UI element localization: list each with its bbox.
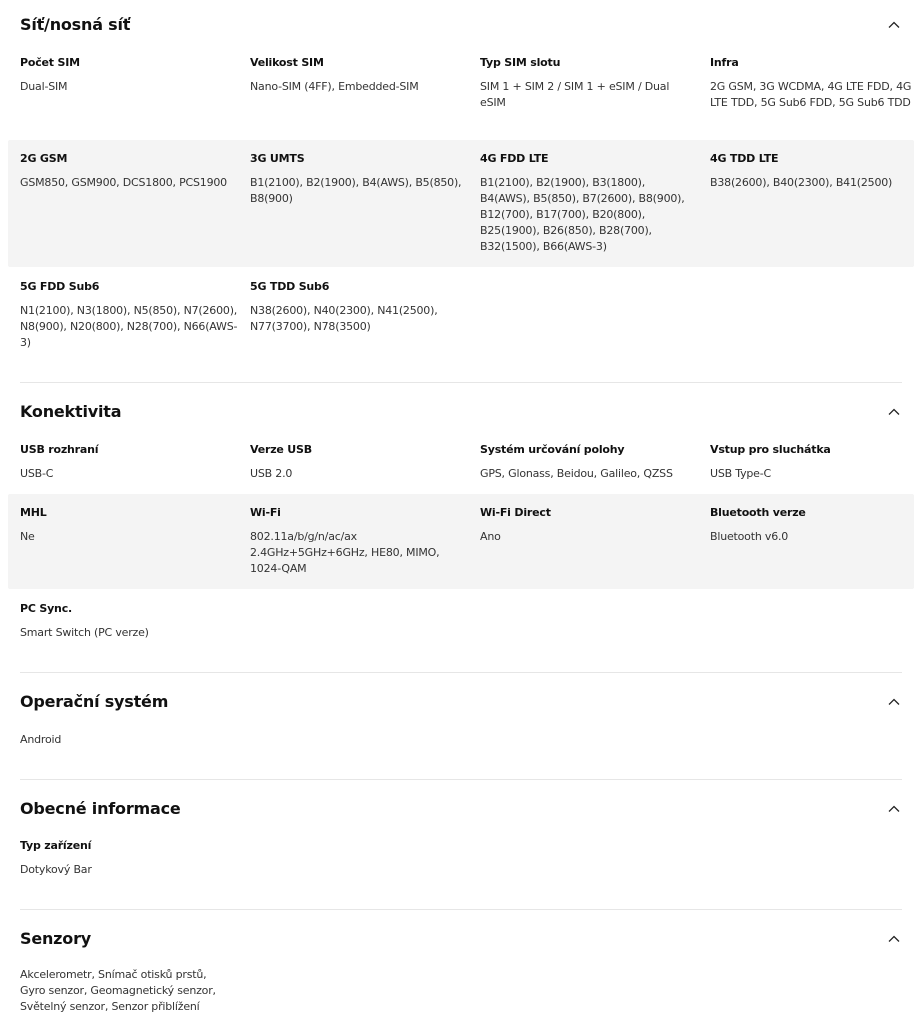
spec-label: USB rozhraní (20, 443, 99, 456)
spec-value: Ano (480, 530, 501, 543)
spec-item (480, 506, 698, 545)
section-title-sensors: Senzory (20, 929, 91, 948)
spec-item (480, 152, 698, 255)
spec-label: 5G FDD Sub6 (20, 280, 100, 293)
spec-label: 5G TDD Sub6 (250, 280, 330, 293)
spec-value: USB Type-C (710, 467, 771, 480)
section-title-connectivity: Konektivita (20, 402, 122, 421)
spec-label: Verze USB (250, 443, 312, 456)
spec-item (250, 56, 468, 95)
spec-item (20, 152, 238, 191)
section-divider (20, 382, 902, 383)
spec-label: 2G GSM (20, 152, 68, 165)
spec-item (480, 56, 698, 111)
spec-item (480, 443, 698, 482)
section-divider (20, 779, 902, 780)
spec-label: 4G TDD LTE (710, 152, 779, 165)
spec-label: MHL (20, 506, 47, 519)
spec-item (710, 152, 919, 191)
spec-value: Ne (20, 530, 35, 543)
spec-label: Wi-Fi (250, 506, 281, 519)
spec-value: GSM850, GSM900, DCS1800, PCS1900 (20, 176, 227, 189)
spec-item (20, 506, 238, 545)
spec-value: Nano-SIM (4FF), Embedded-SIM (250, 80, 419, 93)
spec-item (20, 839, 238, 878)
spec-item (250, 280, 468, 335)
spec-value: 802.11a/b/g/n/ac/ax 2.4GHz+5GHz+6GHz, HE80, MIMO, 1024-QAM (250, 530, 440, 575)
spec-value: Dotykový Bar (20, 863, 92, 876)
spec-row (8, 439, 914, 489)
spec-value: USB 2.0 (250, 467, 293, 480)
spec-value: USB-C (20, 467, 54, 480)
spec-item (710, 443, 919, 482)
spec-value: B1(2100), B2(1900), B4(AWS), B5(850), B8(900) (250, 176, 462, 205)
chevron-up-icon[interactable] (887, 932, 901, 946)
spec-item (20, 280, 238, 351)
spec-item (250, 506, 468, 577)
section-title-network: Síť/nosná síť (20, 15, 131, 34)
spec-label: Typ zařízení (20, 839, 92, 852)
spec-value: GPS, Glonass, Beidou, Galileo, QZSS (480, 467, 673, 480)
spec-label: 3G UMTS (250, 152, 305, 165)
spec-value: B1(2100), B2(1900), B3(1800), B4(AWS), B5(850), B7(2600), B8(900), B12(700), B17(700), B20(800), B25(1900), B26(850), B28(700), B32(1500), B66(AWS-3) (480, 176, 685, 253)
spec-value: N38(2600), N40(2300), N41(2500), N77(3700), N78(3500) (250, 304, 438, 333)
spec-row (8, 272, 914, 358)
chevron-up-icon[interactable] (887, 18, 901, 32)
spec-item (250, 152, 468, 207)
section-title-general: Obecné informace (20, 799, 181, 818)
spec-label: Systém určování polohy (480, 443, 625, 456)
spec-value: Dual-SIM (20, 80, 68, 93)
spec-label: Bluetooth verze (710, 506, 806, 519)
chevron-up-icon[interactable] (887, 405, 901, 419)
spec-value: Smart Switch (PC verze) (20, 626, 149, 639)
spec-label: Typ SIM slotu (480, 56, 561, 69)
spec-value: SIM 1 + SIM 2 / SIM 1 + eSIM / Dual eSIM (480, 80, 670, 109)
sensors-value: Akcelerometr, Snímač otisků prstů, Gyro senzor, Geomagnetický senzor, Světelný senzor, Senzor přiblížení (20, 968, 216, 1013)
spec-item (20, 602, 238, 641)
spec-label: Infra (710, 56, 739, 69)
spec-value: N1(2100), N3(1800), N5(850), N7(2600), N8(900), N20(800), N28(700), N66(AWS-3) (20, 304, 238, 349)
spec-label: 4G FDD LTE (480, 152, 549, 165)
spec-row (8, 595, 914, 645)
spec-value: Bluetooth v6.0 (710, 530, 789, 543)
spec-item (710, 506, 919, 545)
spec-label: PC Sync. (20, 602, 72, 615)
spec-value: 2G GSM, 3G WCDMA, 4G LTE FDD, 4G LTE TDD, 5G Sub6 FDD, 5G Sub6 TDD (710, 80, 912, 109)
spec-item (710, 56, 919, 111)
chevron-up-icon[interactable] (887, 802, 901, 816)
spec-item (250, 443, 468, 482)
chevron-up-icon[interactable] (887, 695, 901, 709)
section-title-os: Operační systém (20, 692, 169, 711)
spec-label: Počet SIM (20, 56, 80, 69)
spec-label: Vstup pro sluchátka (710, 443, 831, 456)
spec-row (8, 140, 914, 267)
spec-value: B38(2600), B40(2300), B41(2500) (710, 176, 893, 189)
spec-item (20, 443, 238, 482)
os-value: Android (20, 733, 62, 746)
spec-label: Wi-Fi Direct (480, 506, 551, 519)
spec-item (20, 56, 238, 95)
spec-row (8, 494, 914, 589)
section-divider (20, 909, 902, 910)
spec-label: Velikost SIM (250, 56, 324, 69)
section-divider (20, 672, 902, 673)
spec-row (8, 48, 914, 134)
